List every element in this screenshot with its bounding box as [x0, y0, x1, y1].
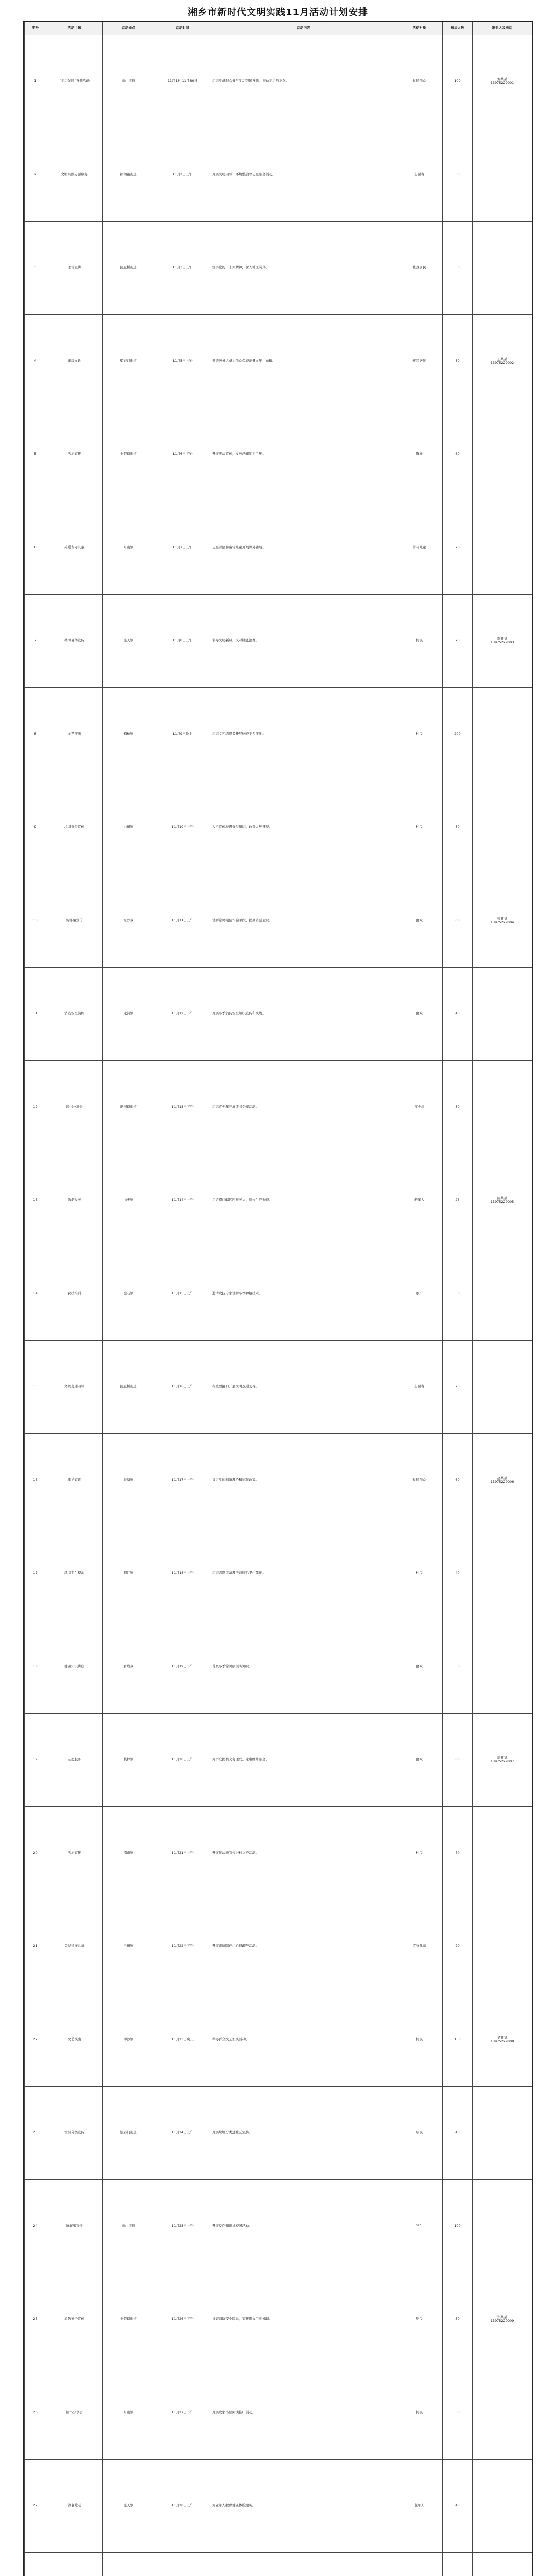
cell-contact: 吴某某 13975229008 — [473, 1993, 532, 2087]
col-header: 活动对象 — [396, 22, 443, 35]
cell-content: 为群众提供义务理发、家电维修服务。 — [211, 1714, 396, 1807]
cell-count: 30 — [443, 2273, 473, 2366]
cell-content: 举办群众文艺汇演活动。 — [211, 1993, 396, 2087]
cell-target: 党员群众 — [396, 1434, 443, 1527]
table-row — [25, 1900, 532, 1993]
cell-content: 开展宪法宣传，发放法律知识手册。 — [211, 408, 396, 501]
cell-time: 11月26日下午 — [154, 2273, 211, 2366]
cell-target: 党员群众 — [396, 35, 443, 128]
cell-target: 居民 — [396, 2087, 443, 2180]
cell-content: 组织青少年开展读书分享活动。 — [211, 1061, 396, 1154]
table-row — [25, 2366, 532, 2460]
table-row — [25, 35, 532, 128]
cell-target: 居民 — [396, 2273, 443, 2366]
cell-time: 11月21日上午 — [154, 1807, 211, 1900]
cell-contact — [473, 2180, 532, 2273]
cell-content — [211, 2553, 396, 2576]
cell-count: 50 — [443, 1247, 473, 1341]
cell-contact — [473, 222, 532, 315]
cell-target: 村民 — [396, 688, 443, 781]
cell-target: 农户 — [396, 1247, 443, 1341]
cell-time: 11月16日上午 — [154, 1341, 211, 1434]
cell-count: 200 — [443, 688, 473, 781]
cell-no: 20 — [25, 1807, 46, 1900]
cell-place: 月山镇 — [103, 2366, 154, 2460]
cell-time: 11月18日上午 — [154, 1527, 211, 1620]
cell-contact — [473, 2366, 532, 2460]
cell-theme: 垃圾分类宣传 — [46, 2087, 103, 2180]
cell-count: 25 — [443, 1154, 473, 1247]
cell-count: 80 — [443, 315, 473, 408]
cell-time: 11月27日下午 — [154, 2366, 211, 2460]
cell-place: 潭市镇 — [103, 1807, 154, 1900]
cell-target: 志愿者 — [396, 1341, 443, 1434]
cell-count: 40 — [443, 2460, 473, 2553]
cell-count: 100 — [443, 35, 473, 128]
table-row — [25, 222, 532, 315]
cell-target: 群众 — [396, 408, 443, 501]
cell-place: 东山街道 — [103, 35, 154, 128]
cell-content: 为老年人提供健康体检服务。 — [211, 2460, 396, 2553]
cell-contact — [473, 1807, 532, 1900]
cell-theme: 理论宣讲 — [46, 1434, 103, 1527]
cell-count: 30 — [443, 1061, 473, 1154]
cell-place: 壶天镇 — [103, 2460, 154, 2553]
cell-contact — [473, 2087, 532, 2180]
cell-target: 留守儿童 — [396, 1900, 443, 1993]
cell-theme: 防诈骗宣传 — [46, 2180, 103, 2273]
cell-content: 入户宣传垃圾分类知识，改善人居环境。 — [211, 781, 396, 874]
cell-time: 11月17日上午 — [154, 1434, 211, 1527]
cell-contact — [473, 1247, 532, 1341]
cell-contact: 陈某某 13975229005 — [473, 1154, 532, 1247]
cell-count: 40 — [443, 2087, 473, 2180]
cell-theme: 健康知识讲座 — [46, 1620, 103, 1714]
cell-place: 昆仑桥街道 — [103, 222, 154, 315]
cell-content: 普及冬季常见病预防知识。 — [211, 1620, 396, 1714]
cell-theme: 理论宣讲 — [46, 222, 103, 315]
cell-no: 15 — [25, 1341, 46, 1434]
cell-count: 30 — [443, 128, 473, 222]
cell-place: 翻江镇 — [103, 1527, 154, 1620]
table-row — [25, 595, 532, 688]
table-row — [25, 1434, 532, 1527]
cell-content: 开展反诈知识进校园活动。 — [211, 2180, 396, 2273]
cell-content: 走访慰问辖区困难老人，送去生活物资。 — [211, 1154, 396, 1247]
cell-count: 60 — [443, 874, 473, 968]
cell-theme: 法治宣传 — [46, 408, 103, 501]
cell-target: 村民 — [396, 2366, 443, 2460]
cell-contact: 郑某某 13975229009 — [473, 2273, 532, 2366]
cell-theme: 志愿服务 — [46, 1714, 103, 1807]
cell-content: 开展民法典宣传进村入户活动。 — [211, 1807, 396, 1900]
cell-target: 群众 — [396, 1714, 443, 1807]
cell-theme: 敬老爱老 — [46, 1154, 103, 1247]
cell-contact — [473, 1620, 532, 1714]
cell-content: 排查消防安全隐患，宣传用火用电知识。 — [211, 2273, 396, 2366]
cell-content: 宣讲党的二十大精神，深入社区院落。 — [211, 222, 396, 315]
cell-no: 22 — [25, 1993, 46, 2087]
cell-count: 30 — [443, 2366, 473, 2460]
cell-no: 13 — [25, 1154, 46, 1247]
cell-place: 昆仑桥街道 — [103, 1341, 154, 1434]
cell-count — [443, 2553, 473, 2576]
cell-contact — [473, 408, 532, 501]
cell-theme: 法治宣传 — [46, 1807, 103, 1900]
cell-no: 8 — [25, 688, 46, 781]
cell-no — [25, 2553, 46, 2576]
cell-theme: 消防安全宣传 — [46, 2273, 103, 2366]
cell-count: 60 — [443, 408, 473, 501]
cell-no: 6 — [25, 501, 46, 595]
cell-contact: 周某某 13975229007 — [473, 1714, 532, 1807]
cell-theme: 健康义诊 — [46, 315, 103, 408]
cell-time: 11月6日下午 — [154, 408, 211, 501]
cell-theme: 文明实践志愿服务 — [46, 128, 103, 222]
cell-time: 11月28日上午 — [154, 2460, 211, 2553]
table-row — [25, 2087, 532, 2180]
cell-no: 25 — [25, 2273, 46, 2366]
table-row — [25, 1061, 532, 1154]
cell-theme: 环境卫生整治 — [46, 1527, 103, 1620]
cell-place: 金石镇 — [103, 1247, 154, 1341]
cell-contact — [473, 1527, 532, 1620]
cell-place: 望春门街道 — [103, 2087, 154, 2180]
cell-place: 棋梓镇 — [103, 1714, 154, 1807]
cell-count: 50 — [443, 781, 473, 874]
cell-place: 泉塘镇 — [103, 1434, 154, 1527]
table-body — [25, 35, 532, 2576]
cell-theme: “学习强国”答题活动 — [46, 35, 103, 128]
cell-count: 70 — [443, 1807, 473, 1900]
cell-time: 11月11日上午 — [154, 874, 211, 968]
cell-time — [154, 2553, 211, 2576]
cell-theme: 文艺演出 — [46, 688, 103, 781]
cell-count: 50 — [443, 1620, 473, 1714]
cell-no: 9 — [25, 781, 46, 874]
cell-no: 11 — [25, 968, 46, 1061]
cell-place: 龙洞镇 — [103, 968, 154, 1061]
table-row — [25, 408, 532, 501]
cell-theme: 读书分享会 — [46, 2366, 103, 2460]
cell-count: 60 — [443, 1714, 473, 1807]
cell-no: 18 — [25, 1620, 46, 1714]
cell-no: 21 — [25, 1900, 46, 1993]
cell-count: 100 — [443, 2180, 473, 2273]
cell-no: 24 — [25, 2180, 46, 2273]
cell-no: 5 — [25, 408, 46, 501]
cell-contact — [473, 688, 532, 781]
schedule-sheet — [23, 21, 533, 2576]
cell-theme: 敬老爱老 — [46, 2460, 103, 2553]
cell-theme: 关爱留守儿童 — [46, 501, 103, 595]
cell-place: 新湘路街道 — [103, 1061, 154, 1154]
cell-time: 11月15日上午 — [154, 1247, 211, 1341]
cell-count: 20 — [443, 1341, 473, 1434]
cell-target: 村民 — [396, 781, 443, 874]
cell-count: 50 — [443, 222, 473, 315]
table-row — [25, 1527, 532, 1620]
table-row — [25, 501, 532, 595]
col-header: 参加人数 — [443, 22, 473, 35]
table-row — [25, 1620, 532, 1714]
cell-no: 16 — [25, 1434, 46, 1527]
cell-time: 11月3日上午 — [154, 222, 211, 315]
cell-target: 志愿者 — [396, 128, 443, 222]
table-row — [25, 2273, 532, 2366]
cell-no: 27 — [25, 2460, 46, 2553]
table-row — [25, 1807, 532, 1900]
cell-content: 讲解常见电信诈骗手段，提高防范意识。 — [211, 874, 396, 968]
cell-place: 壶天镇 — [103, 595, 154, 688]
cell-contact: 张某某 13975229004 — [473, 874, 532, 968]
cell-content: 在重要路口开展文明交通劝导。 — [211, 1341, 396, 1434]
cell-theme — [46, 2553, 103, 2576]
cell-place: 月山镇 — [103, 501, 154, 595]
cell-content: 邀请医务人员为群众免费测量血压、血糖。 — [211, 315, 396, 408]
cell-target: 学生 — [396, 2180, 443, 2273]
cell-no: 17 — [25, 1527, 46, 1620]
col-header: 活动主题 — [46, 22, 103, 35]
cell-no: 23 — [25, 2087, 46, 2180]
cell-theme: 关爱留守儿童 — [46, 1900, 103, 1993]
cell-place: 书院路街道 — [103, 408, 154, 501]
cell-content: 开展农家书屋阅读推广活动。 — [211, 2366, 396, 2460]
cell-contact — [473, 2553, 532, 2576]
cell-content: 开展垃圾分类进社区宣传。 — [211, 2087, 396, 2180]
cell-place: 书院路街道 — [103, 2273, 154, 2366]
table-row — [25, 2553, 532, 2576]
cell-theme: 垃圾分类宣传 — [46, 781, 103, 874]
cell-target: 老年人 — [396, 1154, 443, 1247]
cell-count: 150 — [443, 1993, 473, 2087]
cell-content: 组织党员群众参与学习强国答题，推动学习常态化。 — [211, 35, 396, 128]
cell-count: 20 — [443, 501, 473, 595]
cell-time: 11月8日上午 — [154, 595, 211, 688]
cell-no: 7 — [25, 595, 46, 688]
cell-target: 群众 — [396, 874, 443, 968]
cell-content: 开展文明劝导、环境整治等志愿服务活动。 — [211, 128, 396, 222]
cell-contact: 刘某某 13975229001 — [473, 35, 532, 128]
table-row — [25, 1247, 532, 1341]
cell-content: 邀请农技专家讲解冬季种植技术。 — [211, 1247, 396, 1341]
cell-no: 1 — [25, 35, 46, 128]
cell-contact — [473, 781, 532, 874]
cell-time: 11月12日下午 — [154, 968, 211, 1061]
cell-count: 40 — [443, 1527, 473, 1620]
cell-time: 11月23日晚上 — [154, 1993, 211, 2087]
cell-place: 东郊乡 — [103, 874, 154, 968]
cell-time: 11月20日上午 — [154, 1714, 211, 1807]
cell-no: 2 — [25, 128, 46, 222]
cell-time: 11月24日上午 — [154, 2087, 211, 2180]
table-row — [25, 1154, 532, 1247]
cell-contact — [473, 968, 532, 1061]
cell-no: 10 — [25, 874, 46, 968]
table-row — [25, 1714, 532, 1807]
col-header: 联系人及电话 — [473, 22, 532, 35]
cell-contact — [473, 1900, 532, 1993]
table-row — [25, 874, 532, 968]
table-row — [25, 1993, 532, 2087]
cell-time: 11月14日上午 — [154, 1154, 211, 1247]
cell-theme: 消防安全演练 — [46, 968, 103, 1061]
cell-content: 组织文艺志愿者开展送戏下乡演出。 — [211, 688, 396, 781]
cell-target: 老年人 — [396, 2460, 443, 2553]
table-row — [25, 781, 532, 874]
cell-content: 开展亲情陪伴、心理疏导活动。 — [211, 1900, 396, 1993]
col-header: 活动内容 — [211, 22, 396, 35]
table-row — [25, 968, 532, 1061]
cell-target: 村民 — [396, 595, 443, 688]
cell-time: 11月9日晚上 — [154, 688, 211, 781]
cell-place: 梅桥镇 — [103, 688, 154, 781]
document-title: 湘乡市新时代文明实践11月活动计划安排 — [187, 7, 369, 18]
cell-content: 志愿者陪伴留守儿童开展课外辅导。 — [211, 501, 396, 595]
cell-target: 群众 — [396, 1620, 443, 1714]
cell-contact: 赵某某 13975229006 — [473, 1434, 532, 1527]
cell-content: 宣讲党的创新理论和惠民政策。 — [211, 1434, 396, 1527]
cell-place: 中沙镇 — [103, 1993, 154, 2087]
cell-target: 村民 — [396, 1993, 443, 2087]
cell-place: 新湘路街道 — [103, 128, 154, 222]
cell-no: 12 — [25, 1061, 46, 1154]
cell-theme: 防诈骗宣传 — [46, 874, 103, 968]
cell-content: 开展冬季消防安全知识宣传和演练。 — [211, 968, 396, 1061]
col-header: 序号 — [25, 22, 46, 35]
cell-count: 60 — [443, 1434, 473, 1527]
table-row — [25, 315, 532, 408]
cell-count: 20 — [443, 1900, 473, 1993]
table-header-row — [25, 22, 532, 35]
cell-target: 青少年 — [396, 1061, 443, 1154]
cell-theme: 读书分享会 — [46, 1061, 103, 1154]
table-row — [25, 688, 532, 781]
cell-time: 11月7日上午 — [154, 501, 211, 595]
table-row — [25, 2180, 532, 2273]
cell-place: 东山街道 — [103, 2180, 154, 2273]
cell-target: 社区居民 — [396, 222, 443, 315]
cell-place: 望春门街道 — [103, 315, 154, 408]
col-header: 活动地点 — [103, 22, 154, 35]
cell-time: 11月5日上午 — [154, 315, 211, 408]
cell-target — [396, 2553, 443, 2576]
cell-target: 辖区居民 — [396, 315, 443, 408]
col-header: 活动时间 — [154, 22, 211, 35]
cell-target: 群众 — [396, 968, 443, 1061]
cell-time: 11月2日上午 — [154, 128, 211, 222]
cell-contact: 王某某 13975229002 — [473, 315, 532, 408]
cell-theme: 农技培训 — [46, 1247, 103, 1341]
cell-contact — [473, 128, 532, 222]
table-row — [25, 1341, 532, 1434]
cell-no: 26 — [25, 2366, 46, 2460]
cell-time: 11月1日-11月30日 — [154, 35, 211, 128]
cell-time: 11月25日上午 — [154, 2180, 211, 2273]
table-row — [25, 128, 532, 222]
cell-target: 村民 — [396, 1807, 443, 1900]
cell-time: 11月10日上午 — [154, 781, 211, 874]
cell-place: 育塅乡 — [103, 1620, 154, 1714]
cell-place: 白田镇 — [103, 781, 154, 874]
cell-theme: 文艺演出 — [46, 1993, 103, 2087]
cell-contact: 李某某 13975229003 — [473, 595, 532, 688]
cell-count: 70 — [443, 595, 473, 688]
schedule-table — [24, 22, 532, 2576]
cell-place — [103, 2553, 154, 2576]
cell-no: 3 — [25, 222, 46, 315]
cell-content: 倡导文明新风，反对铺张浪费。 — [211, 595, 396, 688]
cell-content: 组织志愿者清理房前屋后卫生死角。 — [211, 1527, 396, 1620]
cell-target: 留守儿童 — [396, 501, 443, 595]
cell-contact — [473, 2460, 532, 2553]
cell-contact — [473, 1341, 532, 1434]
cell-theme: 移风易俗宣传 — [46, 595, 103, 688]
cell-place: 山枣镇 — [103, 1154, 154, 1247]
cell-no: 19 — [25, 1714, 46, 1807]
table-row — [25, 2460, 532, 2553]
cell-contact — [473, 501, 532, 595]
cell-contact — [473, 1061, 532, 1154]
cell-time: 11月22日下午 — [154, 1900, 211, 1993]
cell-no: 14 — [25, 1247, 46, 1341]
cell-count: 40 — [443, 968, 473, 1061]
cell-target: 村民 — [396, 1527, 443, 1620]
cell-theme: 文明交通劝导 — [46, 1341, 103, 1434]
cell-time: 11月19日下午 — [154, 1620, 211, 1714]
cell-no: 4 — [25, 315, 46, 408]
cell-time: 11月13日下午 — [154, 1061, 211, 1154]
cell-place: 毛田镇 — [103, 1900, 154, 1993]
